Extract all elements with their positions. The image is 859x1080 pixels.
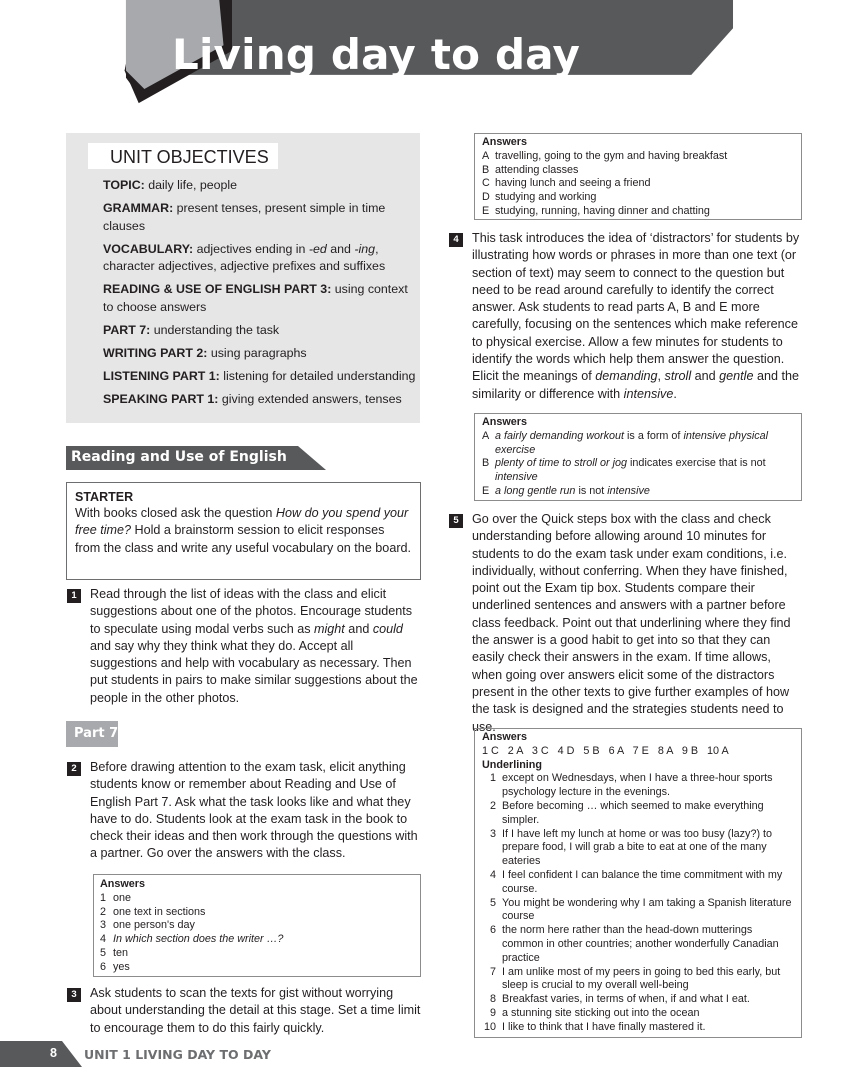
answer-row: 6 yes [100,960,130,973]
answer-row: 10 I like to think that I have finally mastered it. [483,1020,706,1033]
answer-row: B attending classes [482,163,579,176]
objectives-list [103,177,419,414]
running-title: UNIT 1 LIVING DAY TO DAY [84,1047,271,1062]
task-1-text: Read through the list of ideas with the class and elicit suggestions about one of the photos. Encourage students to speculate using modal verbs such as might and could and say why they think what they do. Accept all suggestions and help with vocabulary as necessary. Then put students in pairs to make similar suggestions about the people in the other photos. [90,587,418,705]
starter-title: STARTER [75,490,134,504]
objective-item: PART 7: understanding the task [103,322,280,337]
task-3-text: Ask students to scan the texts for gist without worrying about understanding the detail at this stage. Set a time limit to encourage them to do this fairly quickly. [90,986,421,1035]
section-title-part7: Part 7 [74,726,119,741]
task-number-badge: 5 [449,514,463,528]
objective-item: WRITING PART 2: using paragraphs [103,345,307,360]
answer-row: D studying and working [482,191,597,204]
task-number-badge: 4 [449,233,463,247]
answer-row: C having lunch and seeing a friend [482,177,651,190]
answers-title: Answers [482,731,528,743]
starter-box [66,482,421,580]
page-number: 8 [50,1046,57,1060]
answer-row: 2 Before becoming … which seemed to make everything simpler. [489,799,764,826]
answer-row: B plenty of time to stroll or jog indicates exercise that is not intensive [482,457,766,484]
underlining-title: Underlining [482,758,542,771]
answers-box-task5 [474,728,802,1038]
answer-row: 3 If I have left my lunch at home or was too busy (lazy?) to prepare food, I will grab a bite to eat at one of the many eateries [489,827,773,868]
answer-row: 5 ten [100,946,129,959]
task-number-badge: 1 [67,589,81,603]
answer-row: 4 I feel confident I can balance the time commitment with my course. [489,868,783,895]
answer-row: E studying, running, having dinner and chatting [482,204,710,217]
answer-row: 3 one person's day [100,919,195,932]
objective-item: LISTENING PART 1: listening for detailed understanding [103,369,416,384]
starter-text: With books closed ask the question How do you spend your free time? Hold a brainstorm session to elicit responses from the class and write any useful vocabulary on the board. [75,506,412,555]
answer-row: A a fairly demanding workout is a form of intensive physical exercise [482,429,769,456]
objective-item: SPEAKING PART 1: giving extended answers, tenses [103,392,402,407]
task-number-badge: 3 [67,988,81,1002]
task-4-text: This task introduces the idea of ‘distractors’ for students by illustrating how words or phrases in more than one text (or section of text) may seem to connect to the question but need to be read around carefully to identify the correct answer. Ask students to read parts A, B and E more carefully, focusing on the sentences which make reference to physical exercise. Allow a few minutes for students to identify the words which help them answer the question. Elicit the meanings of demanding, stroll and gentle and the similarity or difference with intensive. [472,231,800,401]
answers-box-task3 [474,133,802,220]
objective-item: READING & USE OF ENGLISH PART 3: using context to choose answers [103,282,408,314]
task-2-text: Before drawing attention to the exam task, elicit anything students know or remember about Reading and Use of English Part 7. Ask what the task looks like and what they have to do. Students look at the exam task in the book to check their ideas and then work through the questions with a partner. Go over the answers with the class. [90,760,418,861]
answer-row: 8 Breakfast varies, in terms of when, if and what I eat. [489,993,750,1006]
answer-key-line: 1 C 2 A 3 C 4 D 5 B 6 A 7 E 8 A 9 B 10 A [482,744,729,757]
answer-row: 4 In which section does the writer …? [100,933,284,946]
answer-row: E a long gentle run is not intensive [482,484,650,497]
answer-row: 1 except on Wednesdays, when I have a three-hour sports psychology lecture in the evenings. [489,772,773,799]
answer-row: 5 You might be wondering why I am taking a Spanish literature course [489,896,792,923]
objective-item: GRAMMAR: present tenses, present simple in time clauses [103,201,386,233]
section-title-reading: Reading and Use of English [71,449,287,465]
answers-title: Answers [482,416,528,428]
answer-row: 6 the norm here rather than the head-down mutterings common in other countries; another wonderfully Canadian practice [489,924,779,964]
task-5-text: Go over the Quick steps box with the class and check understanding before allowing around 10 minutes for students to do the exam task under exam conditions, i.e. individually, without conferring. When they have finished, point out the Exam tip box. Students compare their underlined sentences and answers with a partner before class feedback. Point out that underlining where they find the answer is a good habit to get into so that they can easily check their answers in the exam. If time allows, when going over answers elicit some of the distractors present in the other texts to give further examples of how the task is designed and the strategies students need to use. [472,512,791,734]
answer-row: 7 I am unlike most of my peers in going to bed this early, but sleep is crucial to my overall well-being [489,965,781,992]
task-number-badge: 2 [67,762,81,776]
answers-box-task2 [93,874,421,977]
answer-row: A travelling, going to the gym and having breakfast [482,149,728,162]
unit-number: 1 [38,12,84,89]
answers-title: Answers [100,878,146,890]
page-title: Living day to day [172,30,581,79]
footer-page-tab [0,1041,84,1067]
answers-box-task4 [474,413,802,501]
answers-title: Answers [482,136,528,148]
answer-row: 2 one text in sections [100,905,206,918]
objectives-heading: UNIT OBJECTIVES [110,147,269,167]
objective-item: VOCABULARY: adjectives ending in -ed and -ing, character adjectives, adjective prefixes and suffixes [103,241,386,274]
answer-row: 1 one [100,891,132,904]
objective-item: TOPIC: daily life, people [103,178,238,192]
answer-row: 9 a stunning site sticking out into the ocean [489,1006,700,1019]
